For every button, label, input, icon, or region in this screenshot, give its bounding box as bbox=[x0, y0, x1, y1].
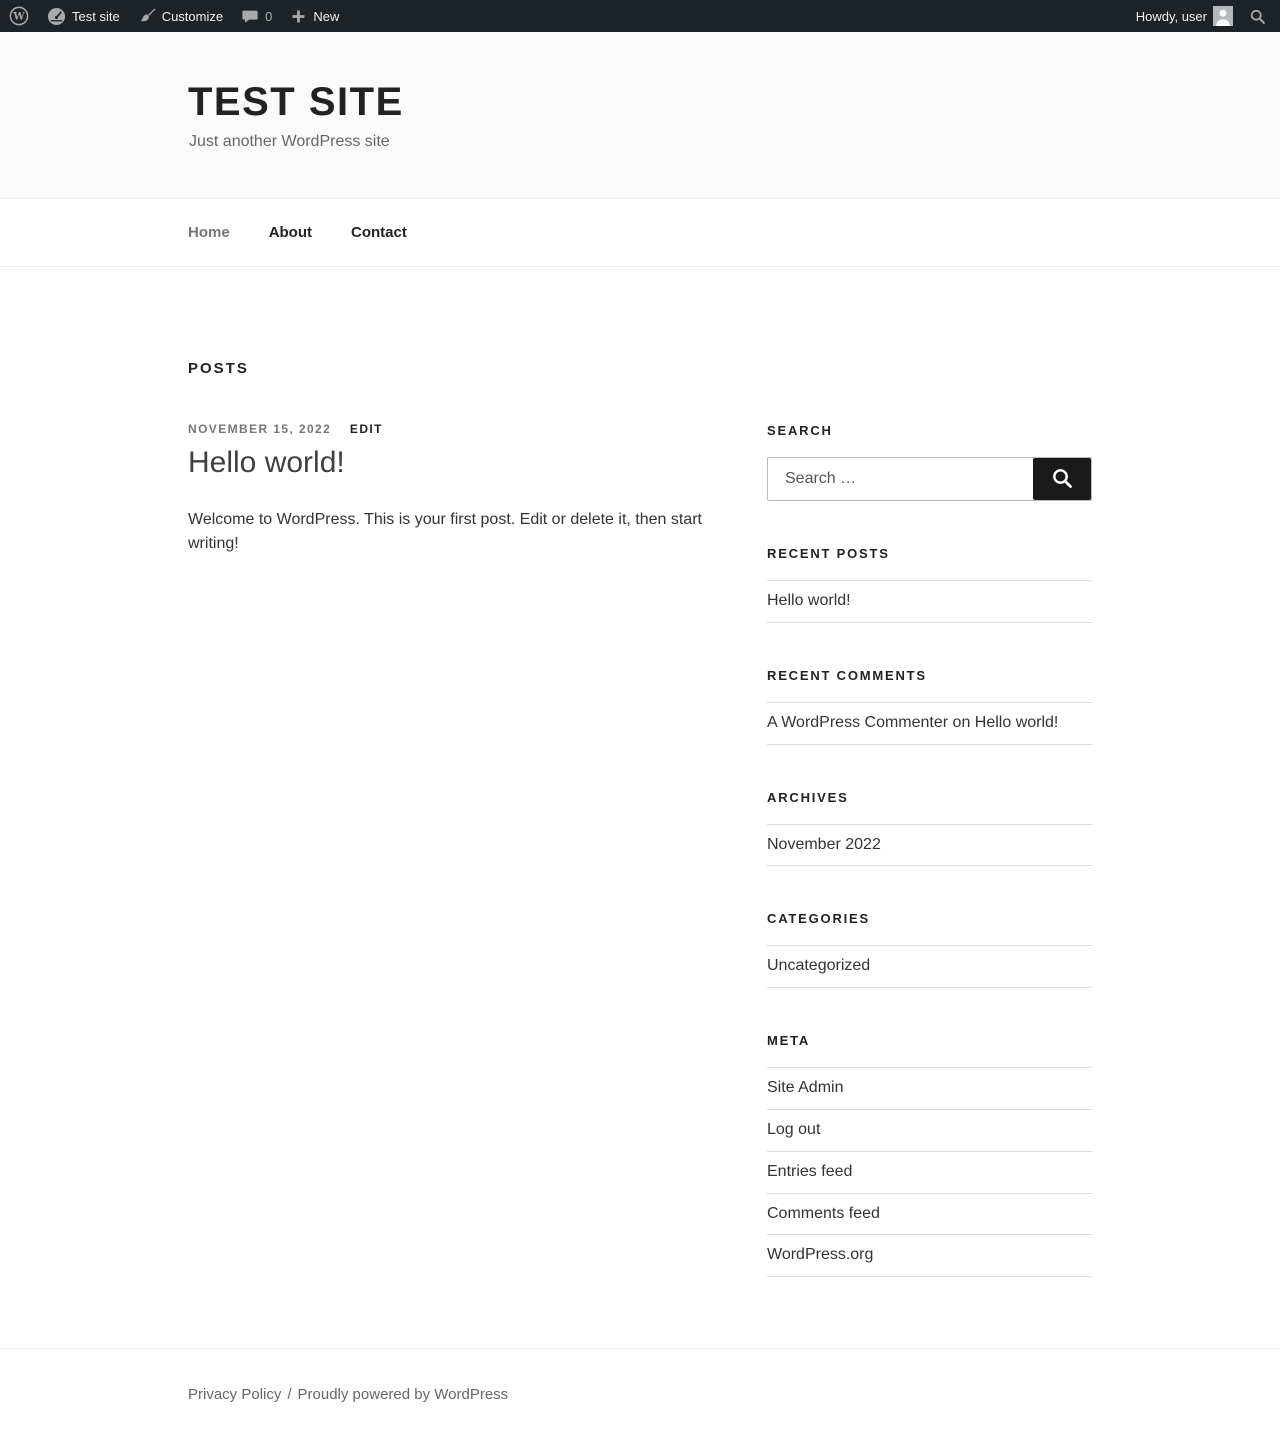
site-content bbox=[0, 267, 1280, 1348]
recent-posts-title: RECENT POSTS bbox=[767, 546, 890, 561]
search-submit-button[interactable] bbox=[1033, 458, 1091, 500]
comment-bubble-icon bbox=[241, 7, 259, 25]
site-header bbox=[0, 32, 1280, 198]
wordpress-logo-button[interactable] bbox=[0, 0, 38, 32]
admin-search-icon bbox=[1249, 8, 1266, 25]
search-form bbox=[767, 457, 1092, 501]
search-widget bbox=[767, 423, 1092, 501]
comments-count: 0 bbox=[265, 8, 273, 24]
site-tagline: Just another WordPress site bbox=[189, 133, 390, 150]
main-navigation bbox=[0, 198, 1280, 267]
nav-item-contact[interactable]: Contact bbox=[351, 224, 407, 241]
site-title-link[interactable]: TEST SITE bbox=[188, 80, 404, 124]
recent-post-item[interactable]: Hello world! bbox=[767, 580, 1092, 623]
post-body: Welcome to WordPress. This is your first post. Edit or delete it, then start writing! bbox=[188, 511, 702, 552]
archive-item[interactable]: November 2022 bbox=[767, 824, 1092, 867]
post-title-link[interactable]: Hello world! bbox=[188, 446, 345, 479]
admin-bar-right bbox=[1128, 0, 1274, 32]
site-name-label: Test site bbox=[72, 8, 120, 24]
category-item[interactable]: Uncategorized bbox=[767, 945, 1092, 988]
categories-title: CATEGORIES bbox=[767, 911, 870, 927]
archives-title: ARCHIVES bbox=[767, 789, 849, 805]
user-avatar bbox=[1213, 6, 1233, 26]
post-meta bbox=[188, 423, 740, 435]
meta-item-site-admin[interactable]: Site Admin bbox=[767, 1067, 1092, 1109]
svg-text:W: W bbox=[13, 11, 25, 23]
site-footer bbox=[0, 1348, 1280, 1445]
new-content-button[interactable] bbox=[281, 0, 348, 32]
post-date-link[interactable]: NOVEMBER 15, 2022 bbox=[188, 422, 332, 436]
privacy-policy-link[interactable]: Privacy Policy bbox=[188, 1386, 282, 1403]
recent-comment-item[interactable]: A WordPress Commenter on Hello world! bbox=[767, 702, 1092, 745]
page-title: POSTS bbox=[188, 360, 249, 377]
meta-item-wordpress-org[interactable]: WordPress.org bbox=[767, 1234, 1092, 1277]
dashboard-gauge-icon bbox=[47, 7, 66, 26]
nav-item-about[interactable]: About bbox=[268, 224, 313, 241]
meta-widget bbox=[767, 1033, 1092, 1277]
recent-posts-widget bbox=[767, 546, 1092, 623]
search-widget-title: SEARCH bbox=[767, 423, 833, 438]
customize-label: Customize bbox=[161, 8, 224, 24]
meta-item-comments-feed[interactable]: Comments feed bbox=[767, 1193, 1092, 1235]
post-edit-link[interactable]: EDIT bbox=[349, 422, 383, 436]
meta-title: META bbox=[767, 1033, 811, 1049]
paintbrush-icon bbox=[138, 7, 156, 25]
footer-separator: / bbox=[287, 1386, 292, 1403]
admin-bar-left bbox=[0, 0, 348, 32]
powered-by-link[interactable]: Proudly powered by WordPress bbox=[297, 1386, 509, 1403]
sidebar bbox=[767, 423, 1092, 1322]
admin-bar-site-name[interactable] bbox=[38, 0, 129, 32]
search-submit-icon bbox=[1050, 466, 1074, 493]
howdy-label: Howdy, user bbox=[1135, 8, 1207, 24]
meta-item-log-out[interactable]: Log out bbox=[767, 1109, 1092, 1151]
recent-comments-widget bbox=[767, 668, 1092, 745]
admin-search-button[interactable] bbox=[1241, 0, 1274, 32]
plus-icon bbox=[290, 8, 307, 25]
meta-item-entries-feed[interactable]: Entries feed bbox=[767, 1151, 1092, 1193]
admin-bar bbox=[0, 0, 1280, 32]
wordpress-logo-icon bbox=[9, 6, 29, 26]
new-label: New bbox=[313, 8, 340, 24]
comments-button[interactable] bbox=[232, 0, 281, 32]
my-account-button[interactable] bbox=[1128, 0, 1241, 32]
nav-item-home[interactable]: Home bbox=[188, 224, 230, 241]
recent-comments-title: RECENT COMMENTS bbox=[767, 667, 927, 683]
archives-widget bbox=[767, 790, 1092, 867]
customize-button[interactable] bbox=[129, 0, 232, 32]
categories-widget bbox=[767, 911, 1092, 988]
posts-area bbox=[188, 423, 740, 556]
post-hello-world bbox=[188, 423, 740, 556]
